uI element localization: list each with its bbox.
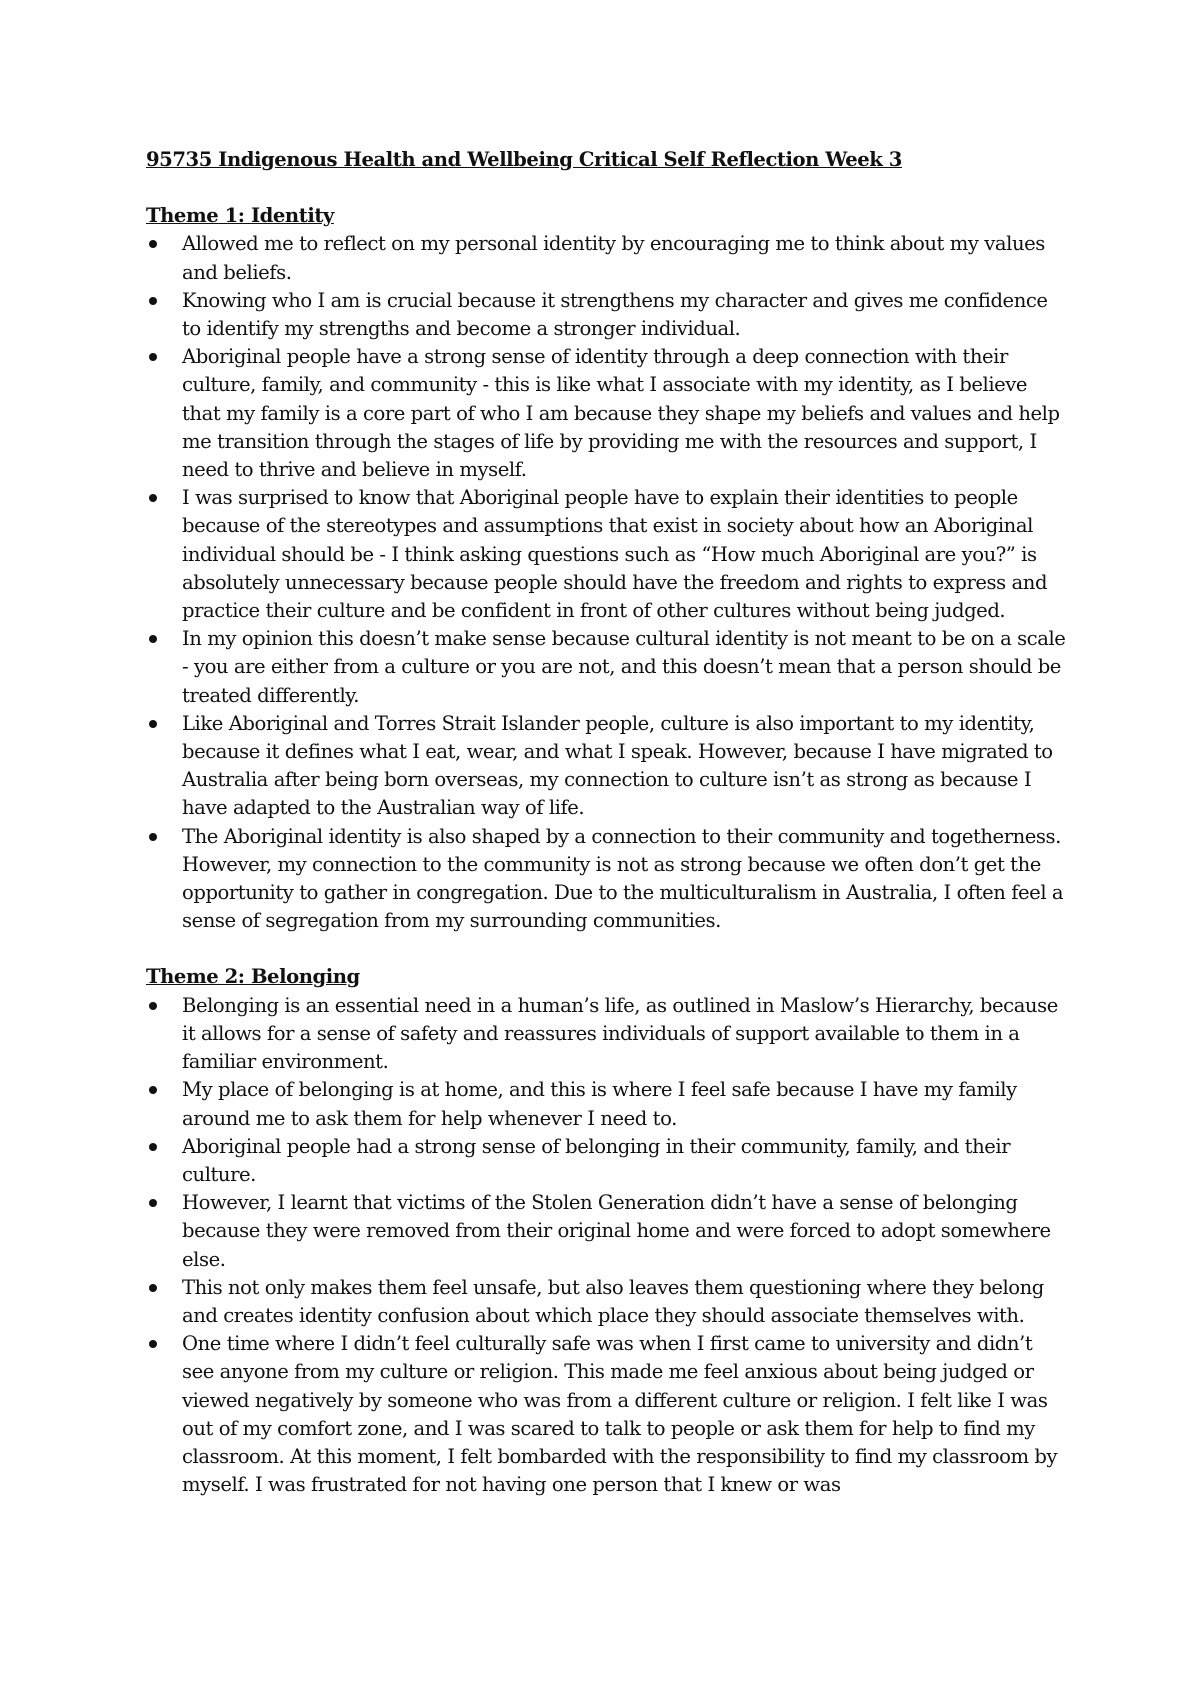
list-item-text: In my opinion this doesn’t make sense because cultural identity is not meant to be on a scale - you are either from a culture or you are not, and this doesn’t mean that a person should be treated differently. [182,627,1066,707]
list-item [146,230,1068,286]
bullet-icon [149,494,157,502]
list-item [146,287,1068,343]
bullet-icon [149,353,157,361]
document-body [146,146,1068,1499]
list-item [146,710,1068,823]
list-item-text: Knowing who I am is crucial because it strengthens my character and gives me confidence to identify my strengths and become a stronger individual. [182,288,1048,341]
bullet-icon [149,240,157,248]
section-belonging [146,963,1068,1499]
bullet-icon [149,1086,157,1094]
bullet-icon [149,635,157,643]
bullet-list [146,992,1068,1500]
bullet-icon [149,720,157,728]
bullet-icon [149,1143,157,1151]
list-item-text: This not only makes them feel unsafe, but also leaves them questioning where they belong and creates identity confusion about which place they should associate themselves with. [182,1275,1044,1327]
list-item-text: Belonging is an essential need in a human’s life, as outlined in Maslow’s Hierarchy, because it allows for a sense of safety and reassures individuals of support available to them in a familiar environment. [182,993,1058,1074]
section-identity [146,202,1068,935]
list-item [146,1274,1068,1330]
list-item [146,625,1068,710]
list-item-text: One time where I didn’t feel culturally safe was when I first came to university and didn’t see anyone from my culture or religion. This made me feel anxious about being judged or viewed negatively by someone who was from a different culture or religion. I felt like I was out of my comfort zone, and I was scared to talk to people or ask them for help to find my classroom. At this moment, I felt bombarded with the responsibility to find my classroom by myself. I was frustrated for not having one person that I knew or was [182,1332,1058,1497]
section-heading: Theme 2: Belonging [146,965,360,989]
list-item-text: The Aboriginal identity is also shaped by a connection to their community and togetherness. However, my connection to the community is not as strong because we often don’t get the opportunity to gather in congregation. Due to the multiculturalism in Australia, I often feel a sense of segregation from my surrounding communities. [182,824,1064,933]
document-title: 95735 Indigenous Health and Wellbeing Critical Self Reflection Week 3 [146,148,902,171]
list-item [146,992,1068,1077]
list-item [146,1076,1068,1132]
list-item-text: My place of belonging is at home, and this is where I feel safe because I have my family around me to ask them for help whenever I need to. [182,1078,1017,1130]
list-item-text: I was surprised to know that Aboriginal people have to explain their identities to people because of the stereotypes and assumptions that exist in society about how an Aboriginal individual should be - I think asking questions such as “How much Aboriginal are you?” is absolutely unnecessary because people should have the freedom and rights to express and practice their culture and be confident in front of other cultures without being judged. [182,486,1048,623]
list-item [146,1330,1068,1499]
section-heading: Theme 1: Identity [146,204,334,228]
bullet-icon [149,1284,157,1292]
list-item [146,343,1068,484]
list-item [146,823,1068,936]
list-item [146,484,1068,625]
list-item-text: However, I learnt that victims of the Stolen Generation didn’t have a sense of belonging because they were removed from their original home and were forced to adopt somewhere else. [182,1191,1051,1271]
bullet-icon [149,1002,157,1010]
bullet-icon [149,1340,157,1348]
list-item-text: Aboriginal people had a strong sense of belonging in their community, family, and their culture. [182,1134,1011,1186]
list-item-text: Aboriginal people have a strong sense of identity through a deep connection with their culture, family, and community - this is like what I associate with my identity, as I believe that my family is a core part of who I am because they shape my beliefs and values and help me transition through the stages of life by providing me with the resources and support, I need to thrive and believe in myself. [182,345,1060,482]
list-item [146,1133,1068,1189]
list-item-text: Allowed me to reflect on my personal identity by encouraging me to think about my values and beliefs. [182,232,1045,284]
bullet-icon [149,297,157,305]
list-item-text: Like Aboriginal and Torres Strait Islander people, culture is also important to my identity, because it defines what I eat, wear, and what I speak. However, because I have migrated to Australia after being born overseas, my connection to culture isn’t as strong as because I have adapted to the Australian way of life. [182,711,1053,820]
bullet-icon [149,1199,157,1207]
bullet-icon [149,833,157,841]
list-item [146,1189,1068,1274]
bullet-list [146,230,1068,935]
